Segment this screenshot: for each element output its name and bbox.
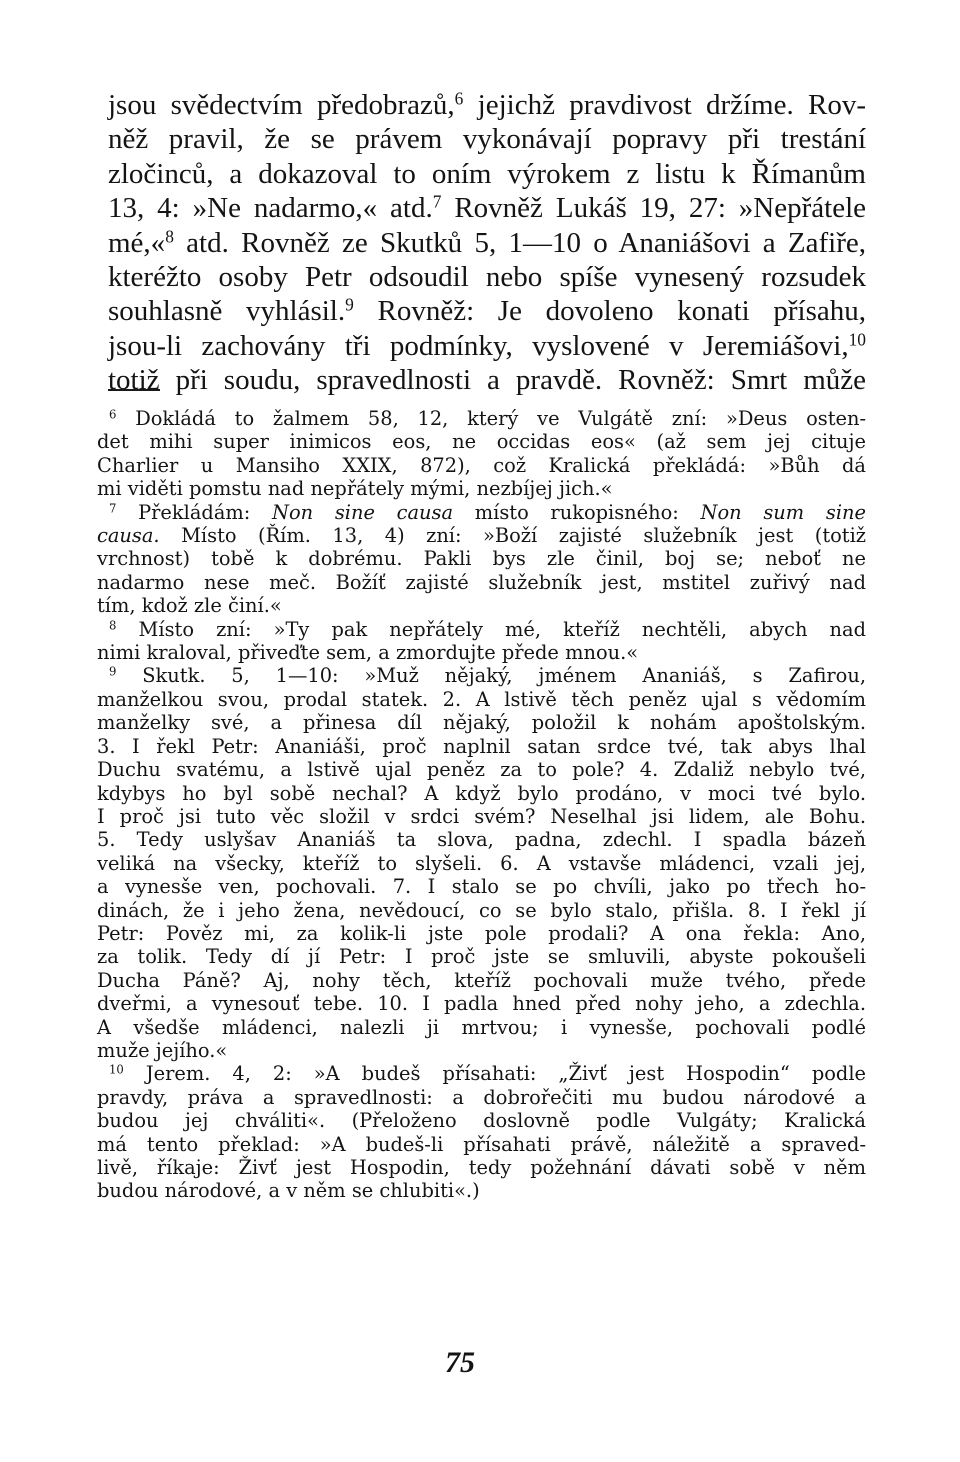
text-line: 5. Tedy uslyšav Ananiáš ta slova, padna, zdechl. I spadla bázeň bbox=[97, 828, 866, 852]
text-line: něž pravil, že se právem vykonávají popravy při trestání bbox=[108, 123, 866, 156]
text-line: livě, říkaje: Živť jest Hospodin, tedy požehnání dávati sobě v něm bbox=[97, 1156, 866, 1179]
footnote-6 bbox=[97, 407, 866, 501]
text-line: budou jej chváliti«. (Přeloženo doslovně podle Vulgáty; Kralická bbox=[97, 1109, 866, 1133]
footnote-marker: 8 bbox=[109, 618, 117, 633]
text-line: mi viděti pomstu nad nepřátely mými, nezbíjej jich.« bbox=[97, 477, 613, 501]
footnote-marker: 9 bbox=[109, 665, 117, 680]
text-line: pravdy, práva a spravedlnosti: a dobrořečiti mu budou národové a bbox=[97, 1085, 866, 1109]
text-line: $^7$ Překládám: Non sine causa místo rukopisného: Non sum sine bbox=[109, 500, 866, 524]
text-line: tím, kdož zle činí.« bbox=[97, 594, 282, 618]
footnote-9 bbox=[97, 664, 866, 1062]
text-line: A všedše mládenci, nalezli ji mrtvou; i vynesše, pochovali podlé bbox=[97, 1015, 866, 1039]
text-line: $^8$ Místo zní: »Ty pak nepřátely mé, kteříž nechtěli, abych nad bbox=[109, 617, 867, 641]
text-line: zločinců, a dokazoval to oním výrokem z listu k Římanům bbox=[108, 157, 866, 190]
text-line: dinách, že i jeho žena, nevědoucí, co se bylo stalo, přišla. 8. I řekl jí bbox=[97, 898, 866, 922]
text-line: causa. Místo (Řím. 13, 4) zní: »Boží zajisté služebník jest (totiž bbox=[97, 524, 866, 548]
footnotes bbox=[97, 407, 866, 1203]
text-line: Petr: Pověz mi, za kolik-li jste pole prodali? A ona řekla: Ano, bbox=[97, 921, 866, 945]
footnote-marker: 10 bbox=[109, 1062, 124, 1077]
footnote-marker: 6 bbox=[109, 407, 117, 422]
main-text bbox=[108, 88, 866, 398]
text-line: muže jejího.« bbox=[97, 1038, 228, 1062]
text-line: Charlier u Mansiho XXIX, 872), což Kralická překládá: »Bůh dá bbox=[97, 453, 866, 477]
text-line: jsou-li zachovány tři podmínky, vyslovené v Jeremiášovi,$^{10}$ bbox=[108, 329, 866, 362]
footnote-ref[interactable]: 9 bbox=[345, 294, 354, 315]
footnote-8 bbox=[97, 618, 866, 665]
text-line: 13, 4: »Ne nadarmo,« atd.$^7$ Rovněž Lukáš 19, 27: »Nepřátele bbox=[108, 191, 867, 225]
footnote-ref[interactable]: 6 bbox=[454, 88, 464, 109]
footnote-ref[interactable]: 8 bbox=[165, 226, 174, 247]
text-line: souhlasně vyhlásil.$^9$ Rovněž: Je dovoleno konati přísahu, bbox=[108, 294, 867, 328]
text-line: manželkou svou, prodal statek. 2. A lstivě těch peněz ujal s vědomím bbox=[97, 687, 866, 711]
text-line: manželky své, a přinesa díl nějaký, položil k nohám apoštolským. bbox=[97, 711, 866, 735]
text-line: má tento překlad: »A budeš-li přísahati právě, náležitě a spraved- bbox=[97, 1132, 866, 1156]
footnote-ref[interactable]: 10 bbox=[848, 329, 866, 350]
text-line: 3. I řekl Petr: Ananiáši, proč naplnil satan srdce tvé, tak abys lhal bbox=[97, 734, 866, 758]
text-line: totiž při soudu, spravedlnosti a pravdě. Rovněž: Smrt může bbox=[108, 364, 866, 397]
text-line: kdybys ho byl sobě nechal? A když bylo prodáno, v moci tvé bylo. bbox=[97, 781, 866, 805]
text-line: $^{10}$ Jerem. 4, 2: »A budeš přísahati: „Živť jest Hospodin“ podle bbox=[109, 1062, 866, 1086]
text-line: det mihi super inimicos eos, ne occidas eos« (až sem jej cituje bbox=[97, 430, 866, 454]
text-line: vrchnost) tobě k dobrému. Pakli bys zle činil, boj se; neboť ne bbox=[97, 547, 866, 571]
text-line: veliká na všecky, kteříž to slyšeli. 6. A vstavše mládenci, vzali jej, bbox=[97, 851, 866, 875]
text-line: kteréžto osoby Petr odsoudil nebo spíše vynesený rozsudek bbox=[108, 261, 866, 294]
text-line: $^9$ Skutk. 5, 1—10: »Muž nějaký, jménem Ananiáš, s Zafirou, bbox=[109, 664, 866, 688]
text-line: mé,«$^8$ atd. Rovněž ze Skutků 5, 1—10 o Ananiášovi a Zafiře, bbox=[108, 226, 866, 259]
text-line: a vynesše ven, pochovali. 7. I stalo se po chvíli, jako po třech ho- bbox=[97, 875, 866, 899]
footnote-7 bbox=[97, 501, 866, 618]
footnote-marker: 7 bbox=[109, 501, 117, 516]
text-line: nadarmo nese meč. Božíť zajisté služebník jest, mstitel zuřivý nad bbox=[97, 570, 866, 594]
footnote-ref[interactable]: 7 bbox=[432, 191, 442, 212]
text-line: Duchu svatému, a lstivě ujal peněz za to pole? 4. Zdaliž nebylo tvé, bbox=[97, 758, 866, 782]
text-line: za tolik. Tedy dí jí Petr: I proč jste se smluvili, abyste pokoušeli bbox=[97, 945, 866, 969]
text-line: jsou svědectvím předobrazů,$^6$ jejichž pravdivost držíme. Rov- bbox=[108, 88, 867, 121]
text-line: Ducha Páně? Aj, nohy těch, kteříž pochovali muže tvého, přede bbox=[97, 968, 866, 992]
text-line: dveřmi, a vynesouť tebe. 10. I padla hned před nohy jeho, a zdechla. bbox=[97, 992, 866, 1016]
page-number: 75 bbox=[445, 1346, 475, 1379]
text-line: nimi kraloval, přiveďte sem, a zmordujte přede mnou.« bbox=[97, 641, 639, 665]
text-line: $^6$ Dokládá to žalmem 58, 12, který ve Vulgátě zní: »Deus osten- bbox=[109, 407, 866, 430]
footnote-10 bbox=[97, 1062, 866, 1202]
text-line: I proč jsi tuto věc složil v srdci svém? Neselhal jsi lidem, ale Bohu. bbox=[97, 804, 866, 828]
text-line: budou národové, a v něm se chlubiti«.) bbox=[97, 1179, 480, 1203]
footnote-divider bbox=[108, 389, 160, 391]
